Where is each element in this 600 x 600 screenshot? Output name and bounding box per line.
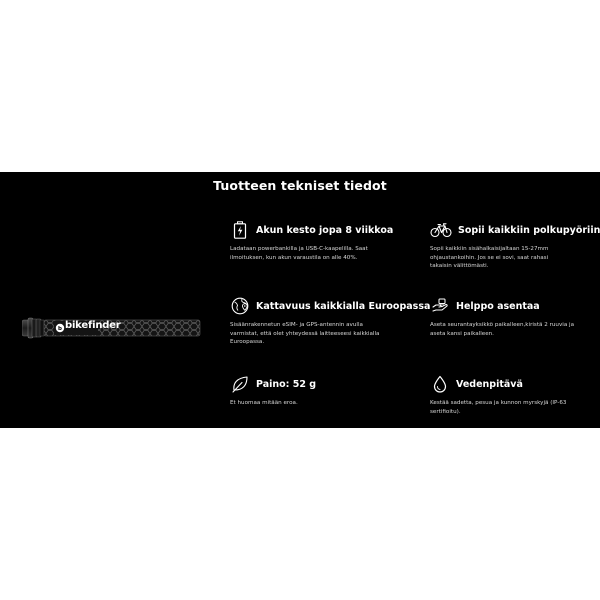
feature-description: Sisäänrakennetun eSIM- ja GPS-antennin avulla varmistat, että olet yhteydessä laitteeseesi kaikkialla Euroopassa. [230,322,380,346]
feature-description: Et huomaa mitään eroa. [230,400,298,406]
globe-pin-icon [230,296,250,316]
leaf-icon [230,374,250,394]
feature-coverage [230,296,431,347]
feature-description: Sopii kaikkiin sisähalkaisijaltaan 15-27mm ohjaustankoihin. Jos se ei sovi, saat rahasi takaisin välittömästi. [430,246,549,270]
hand-install-icon [430,296,450,316]
feature-title: Paino: 52 g [256,378,317,390]
product-brand-label: bikefinder [65,320,121,331]
feature-description: Aseta seurantayksikkö paikalleen,kiristä 2 ruuvia ja aseta kansi paikalleen. [430,322,575,337]
feature-bicycle [430,220,600,271]
bicycle-icon [430,220,452,240]
feature-title: Sopii kaikkiin polkupyöriin [458,224,600,236]
feature-battery [230,220,410,262]
feature-title: Vedenpitävä [456,378,523,390]
feature-title: Kattavuus kaikkialla Euroopassa [256,300,431,312]
section-title: Tuotteen tekniset tiedot [213,178,387,193]
feature-installation [430,296,600,338]
svg-text:b: b [58,326,62,333]
feature-title: Helppo asentaa [456,300,540,312]
feature-waterproof [430,374,600,416]
battery-charging-icon [230,220,250,240]
feature-description: Kestää sadetta, pesua ja kunnon myrskyjä (IP-63 sertifioitu). [430,400,567,415]
feature-weight [230,374,410,408]
feature-title: Akun kesto jopa 8 viikkoa [256,224,394,236]
feature-description: Ladataan powerbankilla ja USB-C-kaapelilla. Saat ilmoituksen, kun akun varaustila on alle 40%. [230,246,368,261]
water-drop-icon [430,374,450,394]
specs-banner [0,172,600,428]
